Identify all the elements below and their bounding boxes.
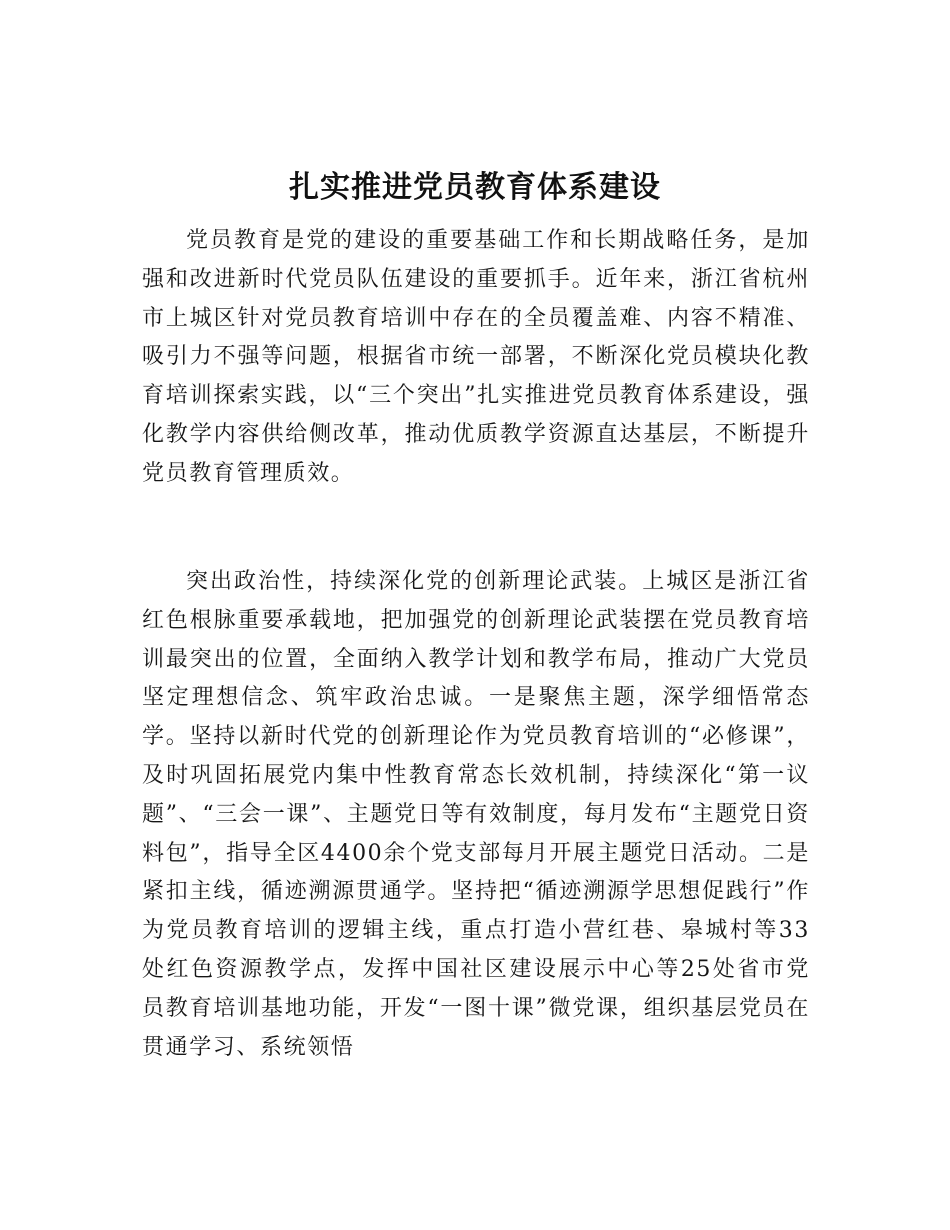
paragraph-political: 突出政治性，持续深化党的创新理论武装。上城区是浙江省红色根脉重要承载地，把加强党的创新理论武装摆在党员教育培训最突出的位置，全面纳入教学计划和教学布局，推动广大党员坚定理想信念、筑牢政治忠诚。一是聚焦主题，深学细悟常态学。坚持以新时代党的创新理论作为党员教育培训的“必修课”，及时巩固拓展党内集中性教育常态长效机制，持续深化“第一议题”、“三会一课”、主题党日等有效制度，每月发布“主题党日资料包”，指导全区4400余个党支部每月开展主题党日活动。二是紧扣主线，循迹溯源贯通学。坚持把“循迹溯源学思想促践行”作为党员教育培训的逻辑主线，重点打造小营红巷、皋城村等33处红色资源教学点，发挥中国社区建设展示中心等25处省市党员教育培训基地功能，开发“一图十课”微党课，组织基层党员在贯通学习、系统领悟 xyxy=(142,569,810,1060)
document-title: 扎实推进党员教育体系建设 xyxy=(289,170,661,205)
paragraph-intro: 党员教育是党的建设的重要基础工作和长期战略任务，是加强和改进新时代党员队伍建设的重要抓手。近年来，浙江省杭州市上城区针对党员教育培训中存在的全员覆盖难、内容不精准、吸引力不强等问题，根据省市统一部署，不断深化党员模块化教育培训探索实践，以“三个突出”扎实推进党员教育体系建设，强化教学内容供给侧改革，推动优质教学资源直达基层，不断提升党员教育管理质效。 xyxy=(142,228,810,486)
